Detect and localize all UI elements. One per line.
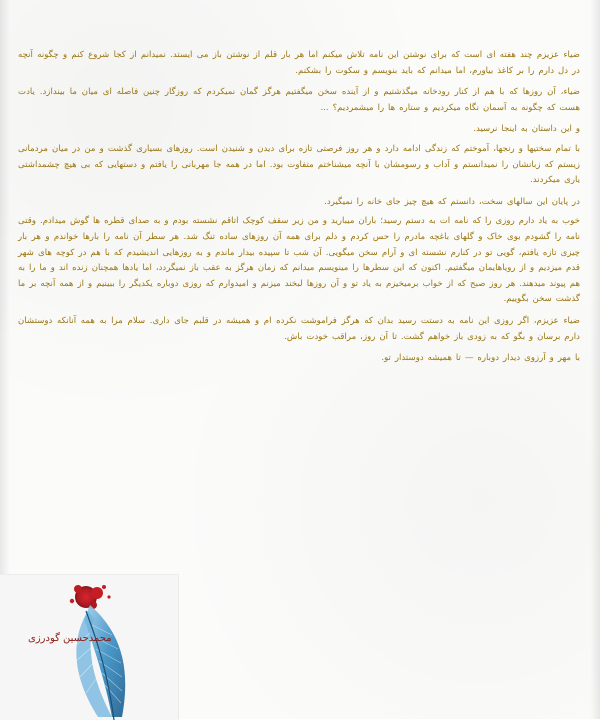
letter-body bbox=[18, 48, 580, 373]
paragraph-6: خوب به یاد دارم روزی را که نامه ات به دستم رسید؛ باران میبارید و من زیر سقف کوچک اتاقم نشسته بودم و به صدای قطره ها گوش میدادم. وقتی نامه را گشودم بوی خاک و گلهای باغچه مادرم را حس کردم و دلم برای همه آن روزهای ساده تنگ شد. هر سطر آن نامه را بارها خواندم و هر بار چیزی تازه یافتم، گویی تو در کنارم نشسته ای و آرام سخن میگویی. آن شب تا سپیده بیدار ماندم و به روزهایی اندیشیدم که با هم در کوچه های شهر قدم میزدیم و از رویاهایمان میگفتیم. اکنون که این سطرها را مینویسم میدانم که زمان هرگز به عقب باز نمیگردد، اما یادها همچنان زنده اند و ما را به هم پیوند میدهند. هر روز صبح که از خواب برمیخیزم به یاد تو و آن روزها لبخند میزنم و امیدوارم که روزی دوباره یکدیگر را ببینیم و از همه آنچه بر ما گذشت سخن بگوییم. bbox=[18, 216, 580, 305]
paragraph-5: در پایان این سالهای سخت، دانستم که هیچ چیز جای خانه را نمیگیرد. bbox=[324, 196, 580, 207]
quill-feather-icon bbox=[0, 575, 178, 720]
paragraph-7: ضیاء عزیزم، اگر روزی این نامه به دستت رسید بدان که هرگز فراموشت نکرده ام و همیشه در قلبم جای داری. سلام مرا به همه آنانکه دوستشان دارم برسان و بگو که به زودی باز خواهم گشت. تا آن روز، مراقب خودت باش. bbox=[18, 315, 580, 342]
paragraph-1: ضیاء عزیزم چند هفته ای است که برای نوشتن این نامه تلاش میکنم اما هر بار قلم از نوشتن باز می ایستد. نمیدانم از کجا شروع کنم و چگونه آنچه در دل دارم را بر کاغذ بیاورم، اما میدانم که باید بنویسم و سکوت را بشکنم. bbox=[18, 50, 580, 76]
paragraph-4: با تمام سختیها و رنجها، آموختم که زندگی ادامه دارد و هر روز فرصتی تازه برای دیدن و شنیدن است. روزهای بسیاری گذشت و من در میان مردمانی زیستم که زبانشان را نمیدانستم و آداب و رسومشان با آنچه میشناختم متفاوت بود. اما در همه جا مهربانی را یافتم و دستهایی که بی هیچ چشمداشتی یاری میکردند. bbox=[18, 143, 580, 186]
paragraph-8: با مهر و آرزوی دیدار دوباره — تا همیشه دوستدار تو. bbox=[381, 353, 580, 364]
signature: محمدحسین گودرزی bbox=[28, 633, 112, 644]
signature-card bbox=[0, 574, 179, 720]
paragraph-3: و این داستان به اینجا نرسید. bbox=[473, 124, 580, 135]
paragraph-2: ضیاء، آن روزها که با هم از کنار رودخانه میگذشتیم و از آینده سخن میگفتیم هرگز گمان نمیکردم که روزگار چنین فاصله ای میان ما بیندازد. یادت هست که چگونه به آسمان نگاه میکردیم و ستاره ها را میشمردیم؟ ... bbox=[18, 87, 580, 113]
page-edge-right bbox=[590, 0, 600, 719]
